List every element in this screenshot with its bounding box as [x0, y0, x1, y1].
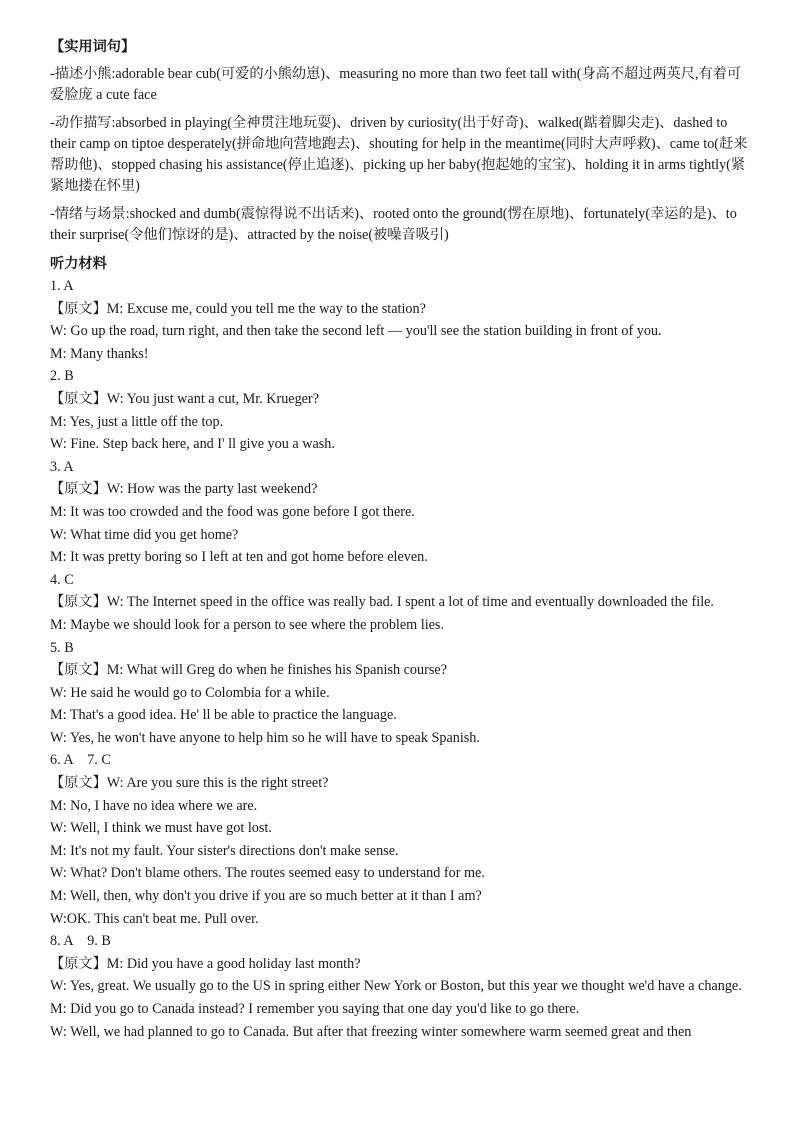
question-numbers	[50, 749, 748, 772]
transcript-line: 【原文】W: Are you sure this is the right street?	[50, 775, 329, 792]
question-number: 7. C	[87, 752, 111, 769]
transcript-line: 【原文】W: How was the party last weekend?	[50, 481, 318, 498]
transcript-line: W:OK. This can't beat me. Pull over.	[50, 910, 259, 927]
transcript-line: W: What? Don't blame others. The routes seemed easy to understand for me.	[50, 865, 485, 882]
transcript-line: M: Did you go to Canada instead? I remember you saying that one day you'd like to go there.	[50, 1001, 580, 1017]
transcript-line: W: Go up the road, turn right, and then take the second left — you'll see the station building in front of you.	[50, 323, 662, 340]
transcript-line: W: Fine. Step back here, and I' ll give you a wash.	[50, 436, 335, 453]
question-numbers	[50, 930, 748, 953]
question-number: 3. A	[50, 458, 74, 475]
transcript-line: M: It was pretty boring so I left at ten and got home before eleven.	[50, 549, 428, 566]
transcript-line: W: Well, we had planned to go to Canada. But after that freezing winter somewhere warm seemed great and then	[50, 1023, 692, 1040]
transcript-line: W: Yes, he won't have anyone to help him so he will have to speak Spanish.	[50, 729, 480, 746]
transcript-line: M: No, I have no idea where we are.	[50, 797, 258, 814]
transcript-line: W: Well, I think we must have got lost.	[50, 820, 272, 837]
question-number: 1. A	[50, 278, 74, 294]
transcript-line: M: Maybe we should look for a person to see where the problem lies.	[50, 616, 445, 633]
listening-heading: 听力材料	[50, 256, 107, 272]
vocab-item-describe-bear: -描述小熊:adorable bear cub(可爱的小熊幼崽)、measuring no more than two feet tall with(身高不超过两英尺,有着可爱脸庞 a cute face	[50, 66, 742, 103]
transcript-line: 【原文】W: The Internet speed in the office was really bad. I spent a lot of time and eventually downloaded the file.	[50, 594, 714, 611]
transcript-line: W: What time did you get home?	[50, 526, 239, 543]
transcript-line: M: Many thanks!	[50, 345, 149, 362]
transcript-line: M: Yes, just a little off the top.	[50, 413, 224, 430]
question-number: 8. A	[50, 933, 74, 950]
transcript-line: 【原文】M: Excuse me, could you tell me the way to the station?	[50, 300, 426, 317]
transcript-line: M: That's a good idea. He' ll be able to practice the language.	[50, 707, 397, 724]
transcript-line: M: Well, then, why don't you drive if you are so much better at it than I am?	[50, 888, 482, 905]
transcript-line: M: It was too crowded and the food was gone before I got there.	[50, 503, 415, 520]
question-number: 6. A	[50, 752, 74, 769]
question-number: 5. B	[50, 639, 74, 656]
vocab-item-actions: -动作描写:absorbed in playing(全神贯注地玩耍)、driven by curiosity(出于好奇)、walked(踮着脚尖走)、dashed to their camp on tiptoe desperately(拼命地向营地跑去)、shouting for help in the meantime(同时大声呼救)、came to(赶来帮助他)、stopped chasing his assistance(停止追逐)、picking up her baby(抱起她的宝宝)、holding it in arms tightly(紧紧地搂在怀里)	[50, 115, 748, 194]
transcript-line: 【原文】M: What will Greg do when he finishes his Spanish course?	[50, 662, 447, 679]
vocab-item-emotions: -情绪与场景:shocked and dumb(震惊得说不出话来)、rooted onto the ground(愣在原地)、fortunately(幸运的是)、to their surprise(令他们惊讶的是)、attracted by the noise(被噪音吸引)	[50, 206, 737, 243]
transcript-line: 【原文】M: Did you have a good holiday last month?	[50, 955, 361, 972]
transcript-line: W: He said he would go to Colombia for a while.	[50, 684, 330, 701]
question-number: 2. B	[50, 368, 74, 385]
question-number: 9. B	[87, 933, 111, 950]
transcript-line: 【原文】W: You just want a cut, Mr. Krueger?	[50, 390, 319, 407]
transcript-line: M: It's not my fault. Your sister's directions don't make sense.	[50, 842, 399, 859]
vocab-heading: 【实用词句】	[50, 39, 136, 55]
transcript-line: W: Yes, great. We usually go to the US in spring either New York or Boston, but this year we thought we'd have a change.	[50, 978, 742, 995]
question-number: 4. C	[50, 571, 74, 588]
